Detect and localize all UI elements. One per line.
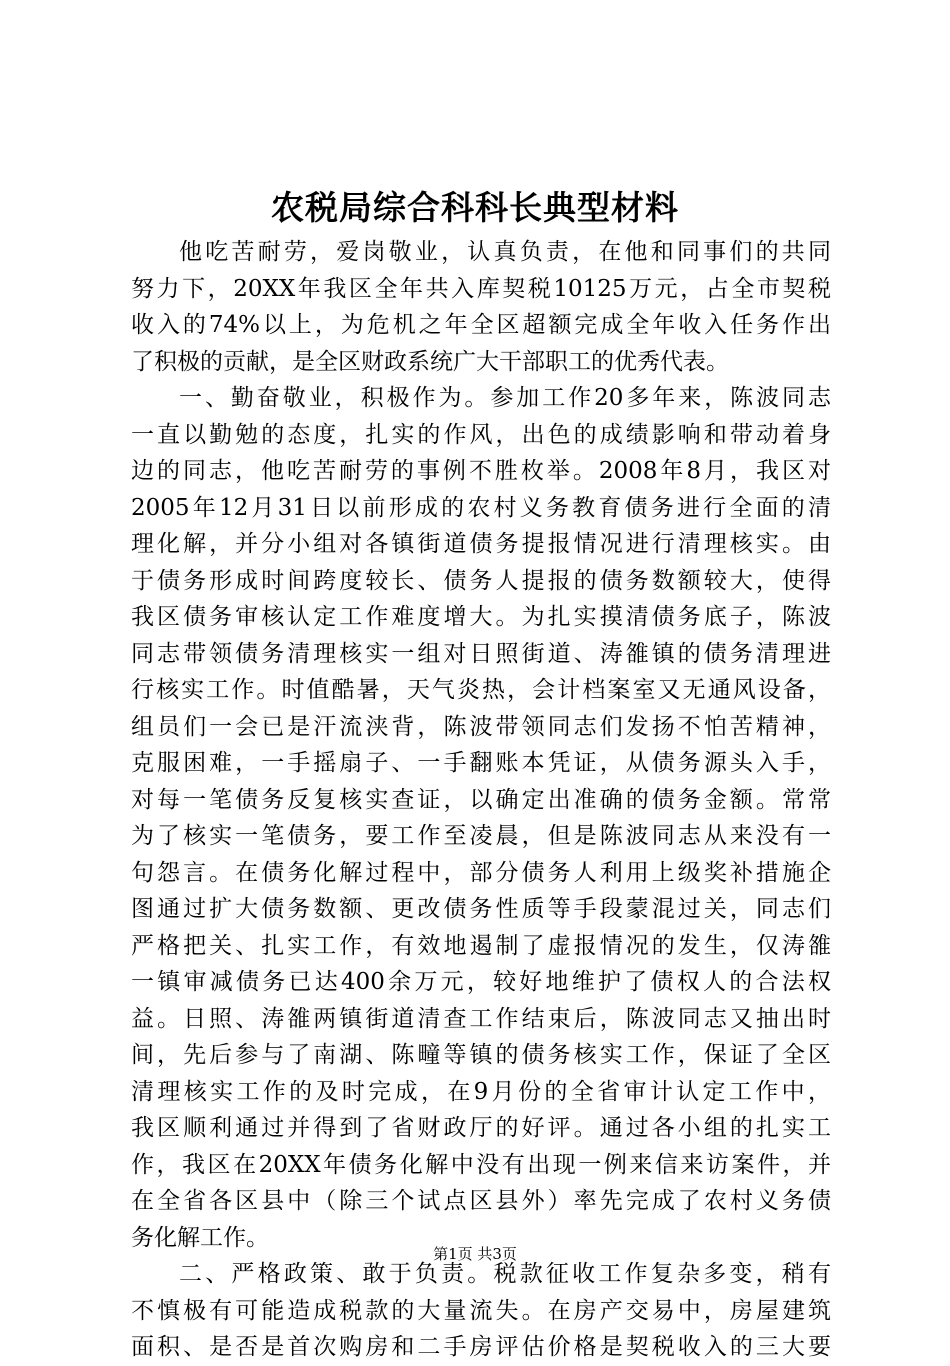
text-line: 面积、是否是首次购房和二手房评估价格是契税收入的三大要 xyxy=(131,1334,831,1360)
text-line: 一镇审减债务已达400余万元，较好地维护了债权人的合法权 xyxy=(131,969,831,995)
text-line: 于债务形成时间跨度较长、债务人提报的债务数额较大，使得 xyxy=(131,567,831,594)
text-line: 边的同志，他吃苦耐劳的事例不胜枚举。2008年8月，我区对 xyxy=(131,458,831,484)
text-line: 句怨言。在债务化解过程中，部分债务人利用上级奖补措施企 xyxy=(131,859,831,886)
paragraph xyxy=(131,380,831,1256)
text-line: 理化解，并分小组对各镇街道债务提报情况进行清理核实。由 xyxy=(131,531,831,557)
text-line: 努力下，20XX年我区全年共入库契税10125万元，占全市契税 xyxy=(131,275,831,302)
text-line: 在全省各区县中（除三个试点区县外）率先完成了农村义务债 xyxy=(131,1188,831,1214)
text-line: 益。日照、涛雒两镇街道清查工作结束后，陈波同志又抽出时 xyxy=(131,1005,831,1032)
text-line: 了积极的贡献，是全区财政系统广大干部职工的优秀代表。 xyxy=(131,348,729,375)
text-line: 对每一笔债务反复核实查证，以确定出准确的债务金额。常常 xyxy=(131,786,831,813)
text-line: 同志带领债务清理核实一组对日照街道、涛雒镇的债务清理进 xyxy=(131,640,831,667)
text-line: 2005年12月31日以前形成的农村义务教育债务进行全面的清 xyxy=(131,494,831,521)
text-line: 他吃苦耐劳，爱岗敬业，认真负责，在他和同事们的共同 xyxy=(179,239,831,265)
document-title: 农税局综合科科长典型材料 xyxy=(271,188,679,227)
text-line: 一、勤奋敬业，积极作为。参加工作20多年来，陈波同志 xyxy=(179,385,831,411)
text-line: 为了核实一笔债务，要工作至凌晨，但是陈波同志从来没有一 xyxy=(131,823,831,849)
text-line: 克服困难，一手摇扇子、一手翻账本凭证，从债务源头入手， xyxy=(131,750,831,776)
text-line: 行核实工作。时值酷暑，天气炎热，会计档案室又无通风设备， xyxy=(131,677,831,703)
document-body xyxy=(131,234,831,1366)
text-line: 我区债务审核认定工作难度增大。为扎实摸清债务底子，陈波 xyxy=(131,604,831,630)
paragraph xyxy=(131,1256,831,1366)
text-line: 清理核实工作的及时完成，在9月份的全省审计认定工作中， xyxy=(131,1078,831,1105)
text-line: 一直以勤勉的态度，扎实的作风，出色的成绩影响和带动着身 xyxy=(131,421,831,448)
text-line: 作，我区在20XX年债务化解中没有出现一例来信来访案件，并 xyxy=(131,1151,831,1178)
paragraph xyxy=(131,234,831,380)
text-line: 我区顺利通过并得到了省财政厅的好评。通过各小组的扎实工 xyxy=(131,1115,831,1141)
text-line: 间，先后参与了南湖、陈疃等镇的债务核实工作，保证了全区 xyxy=(131,1042,831,1068)
page-number-footer: 第1页 共3页 xyxy=(433,1245,517,1263)
text-line: 收入的74%以上，为危机之年全区超额完成全年收入任务作出 xyxy=(131,312,831,338)
text-line: 组员们一会已是汗流浃背，陈波带领同志们发扬不怕苦精神， xyxy=(131,713,831,740)
text-line: 不慎极有可能造成税款的大量流失。在房产交易中，房屋建筑 xyxy=(131,1297,831,1324)
text-line: 严格把关、扎实工作，有效地遏制了虚报情况的发生，仅涛雒 xyxy=(131,932,831,959)
text-line: 二、严格政策、敢于负责。税款征收工作复杂多变，稍有 xyxy=(179,1261,831,1287)
text-line: 务化解工作。 xyxy=(131,1224,269,1251)
text-line: 图通过扩大债务数额、更改债务性质等手段蒙混过关，同志们 xyxy=(131,896,831,922)
